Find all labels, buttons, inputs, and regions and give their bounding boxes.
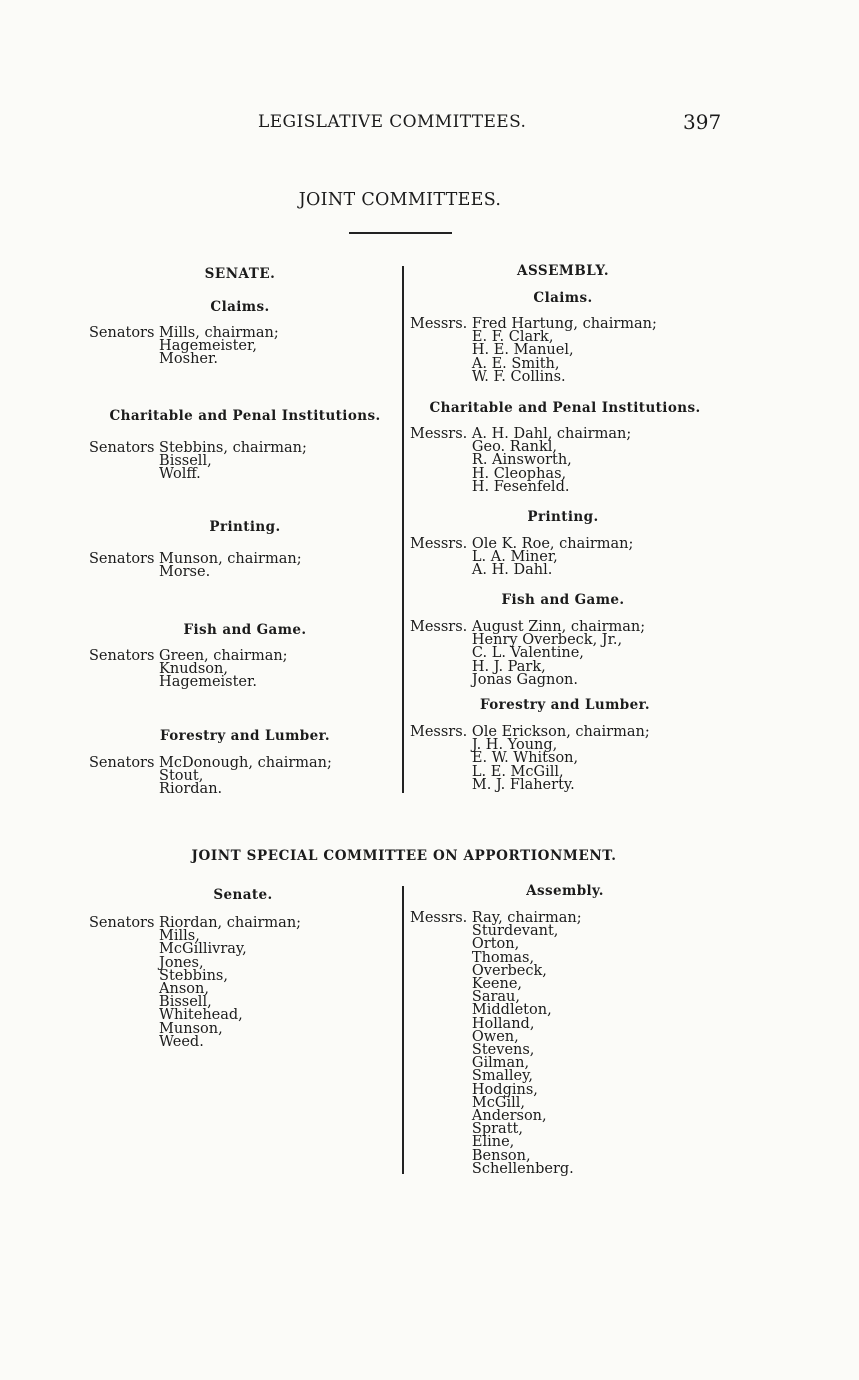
member-name: Schellenberg. [471,1160,574,1177]
member-name: Anson, [159,981,209,998]
member-prefix: Senators [89,440,155,456]
member-name: McGill, [471,1094,525,1111]
page-number: 397 [683,110,722,134]
member-list [89,650,288,690]
member-prefix: Messrs. [410,619,468,635]
member-name: A. H. Dahl. [471,562,553,579]
member-name: Owen, [471,1028,519,1045]
member-name: McDonough, chairman; [159,755,332,771]
member-prefix: Messrs. [410,536,468,552]
senate-heading: SENATE. [204,266,276,282]
member-name: Riordan. [159,781,223,798]
committee-name: Claims. [210,299,270,315]
member-prefix: Senators [89,325,155,341]
member-name: H. J. Park, [471,658,546,675]
assembly-heading: Assembly. [526,883,604,899]
running-title: LEGISLATIVE COMMITTEES. [258,112,527,132]
committee-name: Forestry and Lumber. [480,697,650,713]
member-name: Geo. Rankl, [471,439,558,456]
committee-name: Printing. [209,519,281,535]
member-name: Jonas Gagnon. [471,671,579,688]
member-name: Ray, chairman; [471,910,582,926]
member-name: Gilman, [471,1055,530,1072]
member-prefix: Messrs. [410,910,468,926]
member-list [89,327,279,367]
member-name: Mills, chairman; [159,325,279,341]
member-name: Stebbins, chairman; [159,440,307,456]
member-name: Knudson, [159,661,228,678]
member-name: J. H. Young, [471,737,558,754]
member-name: H. E. Manuel, [471,342,574,359]
member-name: Smalley, [471,1068,533,1085]
member-name: R. Ainsworth, [471,452,572,469]
member-list [410,912,582,1176]
column-divider [402,886,404,1174]
senate-heading: Senate. [213,887,273,903]
member-name: Hagemeister. [159,674,257,691]
member-name: Hagemeister, [159,338,257,355]
member-name: Stout, [159,768,204,785]
member-name: C. L. Valentine, [471,645,584,662]
member-name: Stevens, [471,1042,535,1059]
member-name: E. W. Whitson, [471,750,579,767]
apportionment-title: JOINT SPECIAL COMMITTEE ON APPORTIONMENT. [191,848,617,864]
member-list [410,538,633,578]
member-name: Hodgins, [471,1081,538,1098]
member-name: Middleton, [471,1002,552,1019]
member-name: Munson, [159,1020,223,1037]
member-list [410,726,650,792]
member-name: L. A. Miner, [471,549,558,566]
member-list [410,428,631,494]
member-name: Stebbins, [159,967,228,984]
member-name: Holland, [471,1015,535,1032]
member-name: E. F. Clark, [471,329,554,346]
member-prefix: Senators [89,551,155,567]
member-name: Morse. [159,564,211,581]
member-name: Overbeck, [471,962,547,979]
member-name: Mosher. [159,351,218,368]
assembly-heading: ASSEMBLY. [516,263,610,279]
member-name: W. F. Collins. [471,368,566,385]
member-list [89,757,332,797]
member-list [89,442,307,482]
member-name: Spratt, [471,1121,523,1138]
member-name: Weed. [159,1033,204,1050]
member-name: Bissell, [159,994,212,1011]
member-name: Fred Hartung, chairman; [471,316,657,332]
member-list [410,318,657,384]
member-name: Anderson, [471,1108,547,1125]
member-name: August Zinn, chairman; [471,619,646,635]
member-name: Ole Erickson, chairman; [471,724,650,740]
committee-name: Forestry and Lumber. [160,728,330,744]
member-list [410,621,645,687]
member-prefix: Senators [89,755,155,771]
committee-name: Fish and Game. [183,622,307,638]
member-name: L. E. McGill, [471,763,564,780]
column-divider [402,266,404,793]
committee-name: Charitable and Penal Institutions. [109,408,381,424]
member-name: Whitehead, [159,1007,243,1024]
member-prefix: Senators [89,915,155,931]
member-name: Riordan, chairman; [159,915,302,931]
member-prefix: Messrs. [410,426,468,442]
member-name: Mills, [159,928,200,945]
member-list [89,917,301,1049]
member-name: Sarau, [471,989,521,1006]
member-name: Wolff. [159,466,201,483]
member-name: H. Fesenfeld. [471,478,570,495]
committee-name: Fish and Game. [501,592,625,608]
page-title: JOINT COMMITTEES. [298,190,502,210]
title-rule [349,232,452,234]
member-name: A. H. Dahl, chairman; [471,426,632,442]
member-name: Thomas, [471,949,535,966]
member-name: Bissell, [159,453,212,470]
member-name: Orton, [471,936,520,953]
member-name: H. Cleophas, [471,465,567,482]
member-name: Henry Overbeck, Jr., [471,632,623,649]
member-name: Benson, [471,1147,531,1164]
committee-name: Printing. [527,509,599,525]
committee-name: Claims. [533,290,593,306]
member-prefix: Messrs. [410,316,468,332]
member-prefix: Senators [89,648,155,664]
member-name: Sturdevant, [471,923,559,940]
member-name: M. J. Flaherty. [471,776,575,793]
member-name: McGillivray, [159,941,247,958]
member-name: Ole K. Roe, chairman; [471,536,634,552]
member-list [89,553,302,579]
committee-name: Charitable and Penal Institutions. [429,400,701,416]
member-name: Eline, [471,1134,515,1151]
member-name: Jones, [159,954,204,971]
member-prefix: Messrs. [410,724,468,740]
member-name: Green, chairman; [159,648,288,664]
member-name: Munson, chairman; [159,551,302,567]
member-name: A. E. Smith, [471,355,560,372]
member-name: Keene, [471,976,523,993]
